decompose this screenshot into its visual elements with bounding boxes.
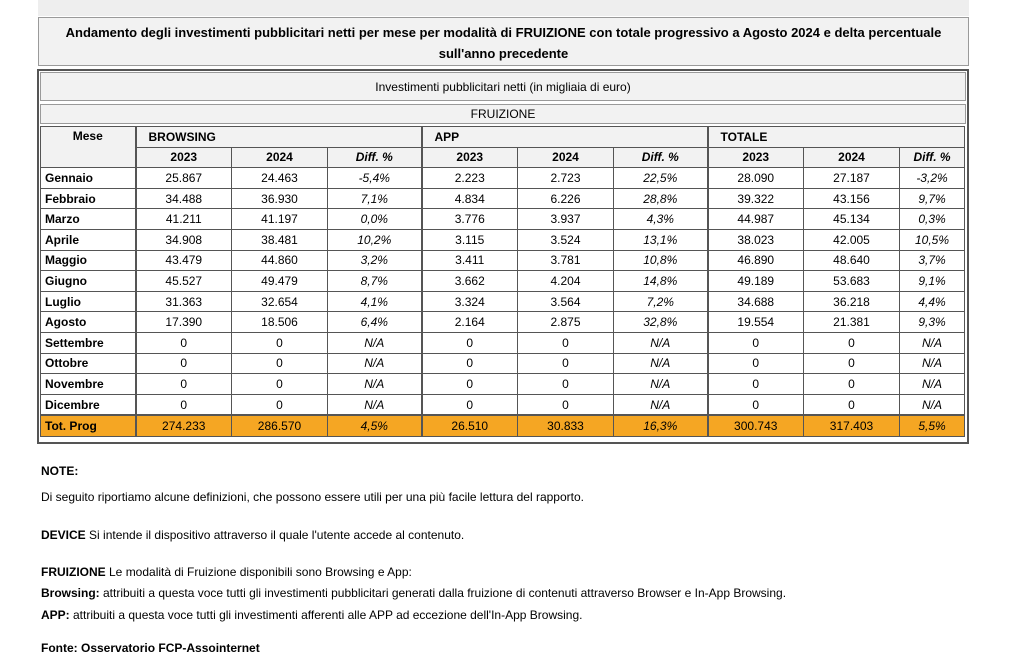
note-fruizione-term: FRUIZIONE: [41, 565, 106, 579]
row-label: Ottobre: [41, 353, 136, 374]
value-cell: 38.023: [708, 229, 804, 250]
sub-header-diff: Diff. %: [328, 147, 422, 168]
notes-heading: NOTE:: [41, 464, 79, 478]
value-cell: 21.381: [804, 312, 900, 333]
value-cell: 3.115: [422, 229, 518, 250]
value-cell: 30.833: [518, 415, 614, 436]
value-cell: 46.890: [708, 250, 804, 271]
column-header-mese: Mese: [41, 127, 136, 168]
diff-cell: 7,1%: [328, 188, 422, 209]
value-cell: 0: [422, 374, 518, 395]
value-cell: 36.218: [804, 291, 900, 312]
table-row: [41, 353, 965, 374]
row-label: Gennaio: [41, 168, 136, 189]
value-cell: 41.211: [136, 209, 232, 230]
diff-cell: -3,2%: [900, 168, 965, 189]
diff-cell: N/A: [900, 374, 965, 395]
note-fruizione: [41, 565, 412, 579]
value-cell: 27.187: [804, 168, 900, 189]
group-header-app: APP: [422, 127, 708, 148]
value-cell: 4.834: [422, 188, 518, 209]
diff-cell: 4,5%: [328, 415, 422, 436]
value-cell: 0: [804, 374, 900, 395]
value-cell: 0: [708, 394, 804, 415]
table-row: [41, 312, 965, 333]
value-cell: 45.134: [804, 209, 900, 230]
note-fruizione-text: Le modalità di Fruizione disponibili sono Browsing e App:: [105, 565, 412, 579]
diff-cell: 3,7%: [900, 250, 965, 271]
value-cell: 24.463: [232, 168, 328, 189]
diff-cell: 10,2%: [328, 229, 422, 250]
value-cell: 3.937: [518, 209, 614, 230]
note-browsing-text: attribuiti a questa voce tutti gli investimenti pubblicitari generati dalla fruizione di contenuti attraverso Browser e In-App Browsing.: [99, 586, 787, 600]
value-cell: 3.781: [518, 250, 614, 271]
value-cell: 3.524: [518, 229, 614, 250]
value-cell: 0: [136, 394, 232, 415]
value-cell: 0: [422, 353, 518, 374]
value-cell: 0: [136, 332, 232, 353]
total-row: [41, 415, 965, 436]
diff-cell: 9,3%: [900, 312, 965, 333]
diff-cell: N/A: [614, 394, 708, 415]
diff-cell: N/A: [614, 332, 708, 353]
value-cell: 0: [422, 394, 518, 415]
value-cell: 3.776: [422, 209, 518, 230]
note-device-term: DEVICE: [41, 528, 86, 542]
report-title: Andamento degli investimenti pubblicitari netti per mese per modalità di FRUIZIONE con totale progressivo a Agosto 2024 e delta percentuale sull'anno precedente: [38, 17, 969, 66]
diff-cell: 10,8%: [614, 250, 708, 271]
data-table-frame: [37, 69, 969, 444]
diff-cell: 4,1%: [328, 291, 422, 312]
row-label: Tot. Prog: [41, 415, 136, 436]
value-cell: 44.987: [708, 209, 804, 230]
value-cell: 42.005: [804, 229, 900, 250]
diff-cell: 7,2%: [614, 291, 708, 312]
table-row: [41, 209, 965, 230]
diff-cell: 28,8%: [614, 188, 708, 209]
note-browsing-term: Browsing:: [41, 586, 100, 600]
value-cell: 34.488: [136, 188, 232, 209]
diff-cell: 8,7%: [328, 271, 422, 292]
diff-cell: 6,4%: [328, 312, 422, 333]
value-cell: 53.683: [804, 271, 900, 292]
value-cell: 6.226: [518, 188, 614, 209]
diff-cell: 0,0%: [328, 209, 422, 230]
diff-cell: 13,1%: [614, 229, 708, 250]
value-cell: 39.322: [708, 188, 804, 209]
investments-table: [40, 126, 965, 437]
top-bar: [38, 0, 969, 16]
notes-intro: Di seguito riportiamo alcune definizioni, che possono essere utili per una più facile lettura del rapporto.: [41, 490, 584, 504]
group-header-browsing: BROWSING: [136, 127, 422, 148]
value-cell: 0: [232, 374, 328, 395]
value-cell: 34.908: [136, 229, 232, 250]
diff-cell: 32,8%: [614, 312, 708, 333]
diff-cell: N/A: [328, 374, 422, 395]
diff-cell: 5,5%: [900, 415, 965, 436]
value-cell: 44.860: [232, 250, 328, 271]
table-body: [41, 127, 965, 437]
diff-cell: N/A: [900, 394, 965, 415]
sub-header-2024: 2024: [518, 147, 614, 168]
value-cell: 36.930: [232, 188, 328, 209]
value-cell: 41.197: [232, 209, 328, 230]
value-cell: 38.481: [232, 229, 328, 250]
value-cell: 0: [518, 332, 614, 353]
diff-cell: N/A: [328, 332, 422, 353]
sub-header-2024: 2024: [232, 147, 328, 168]
value-cell: 45.527: [136, 271, 232, 292]
value-cell: 2.875: [518, 312, 614, 333]
diff-cell: 16,3%: [614, 415, 708, 436]
table-row: [41, 374, 965, 395]
value-cell: 317.403: [804, 415, 900, 436]
table-row: [41, 188, 965, 209]
row-label: Marzo: [41, 209, 136, 230]
sub-header-row: [41, 147, 965, 168]
value-cell: 18.506: [232, 312, 328, 333]
value-cell: 0: [422, 332, 518, 353]
diff-cell: N/A: [614, 374, 708, 395]
value-cell: 49.189: [708, 271, 804, 292]
note-app-text: attribuiti a questa voce tutti gli investimenti afferenti alle APP ad eccezione dell'In-App Browsing.: [69, 608, 583, 622]
value-cell: 0: [232, 394, 328, 415]
diff-cell: 0,3%: [900, 209, 965, 230]
value-cell: 34.688: [708, 291, 804, 312]
table-subtitle: Investimenti pubblicitari netti (in migliaia di euro): [40, 72, 966, 101]
group-header-totale: TOTALE: [708, 127, 965, 148]
value-cell: 0: [804, 332, 900, 353]
value-cell: 4.204: [518, 271, 614, 292]
sub-header-2024: 2024: [804, 147, 900, 168]
value-cell: 0: [518, 394, 614, 415]
diff-cell: 4,4%: [900, 291, 965, 312]
row-label: Aprile: [41, 229, 136, 250]
value-cell: 43.156: [804, 188, 900, 209]
diff-cell: 10,5%: [900, 229, 965, 250]
value-cell: 3.662: [422, 271, 518, 292]
value-cell: 0: [232, 353, 328, 374]
row-label: Settembre: [41, 332, 136, 353]
value-cell: 31.363: [136, 291, 232, 312]
value-cell: 19.554: [708, 312, 804, 333]
value-cell: 3.411: [422, 250, 518, 271]
table-row: [41, 229, 965, 250]
value-cell: 32.654: [232, 291, 328, 312]
value-cell: 0: [804, 353, 900, 374]
sub-header-2023: 2023: [708, 147, 804, 168]
note-device-text: Si intende il dispositivo attraverso il quale l'utente accede al contenuto.: [85, 528, 465, 542]
row-label: Novembre: [41, 374, 136, 395]
table-row: [41, 332, 965, 353]
value-cell: 28.090: [708, 168, 804, 189]
row-label: Febbraio: [41, 188, 136, 209]
note-app: [41, 608, 582, 622]
value-cell: 2.223: [422, 168, 518, 189]
table-row: [41, 291, 965, 312]
note-device: [41, 528, 464, 542]
value-cell: 0: [708, 374, 804, 395]
value-cell: 3.324: [422, 291, 518, 312]
diff-cell: 22,5%: [614, 168, 708, 189]
group-header-row: [41, 127, 965, 148]
value-cell: 0: [708, 332, 804, 353]
row-label: Dicembre: [41, 394, 136, 415]
source-line: Fonte: Osservatorio FCP-Assointernet: [41, 641, 260, 655]
section-label: FRUIZIONE: [40, 104, 966, 124]
value-cell: 43.479: [136, 250, 232, 271]
diff-cell: 14,8%: [614, 271, 708, 292]
value-cell: 3.564: [518, 291, 614, 312]
value-cell: 0: [136, 374, 232, 395]
value-cell: 2.723: [518, 168, 614, 189]
table-row: [41, 394, 965, 415]
sub-header-diff: Diff. %: [900, 147, 965, 168]
table-row: [41, 271, 965, 292]
value-cell: 0: [136, 353, 232, 374]
diff-cell: -5,4%: [328, 168, 422, 189]
diff-cell: N/A: [900, 332, 965, 353]
value-cell: 274.233: [136, 415, 232, 436]
note-app-term: APP:: [41, 608, 70, 622]
diff-cell: 3,2%: [328, 250, 422, 271]
row-label: Luglio: [41, 291, 136, 312]
diff-cell: N/A: [900, 353, 965, 374]
value-cell: 286.570: [232, 415, 328, 436]
row-label: Giugno: [41, 271, 136, 292]
diff-cell: N/A: [328, 353, 422, 374]
value-cell: 48.640: [804, 250, 900, 271]
sub-header-diff: Diff. %: [614, 147, 708, 168]
value-cell: 25.867: [136, 168, 232, 189]
value-cell: 49.479: [232, 271, 328, 292]
value-cell: 0: [232, 332, 328, 353]
value-cell: 0: [708, 353, 804, 374]
value-cell: 0: [518, 353, 614, 374]
diff-cell: 4,3%: [614, 209, 708, 230]
value-cell: 17.390: [136, 312, 232, 333]
diff-cell: N/A: [614, 353, 708, 374]
sub-header-2023: 2023: [422, 147, 518, 168]
value-cell: 0: [804, 394, 900, 415]
table-row: [41, 168, 965, 189]
table-row: [41, 250, 965, 271]
diff-cell: 9,1%: [900, 271, 965, 292]
row-label: Maggio: [41, 250, 136, 271]
note-browsing: [41, 586, 786, 600]
value-cell: 2.164: [422, 312, 518, 333]
value-cell: 0: [518, 374, 614, 395]
diff-cell: 9,7%: [900, 188, 965, 209]
sub-header-2023: 2023: [136, 147, 232, 168]
diff-cell: N/A: [328, 394, 422, 415]
value-cell: 26.510: [422, 415, 518, 436]
value-cell: 300.743: [708, 415, 804, 436]
row-label: Agosto: [41, 312, 136, 333]
